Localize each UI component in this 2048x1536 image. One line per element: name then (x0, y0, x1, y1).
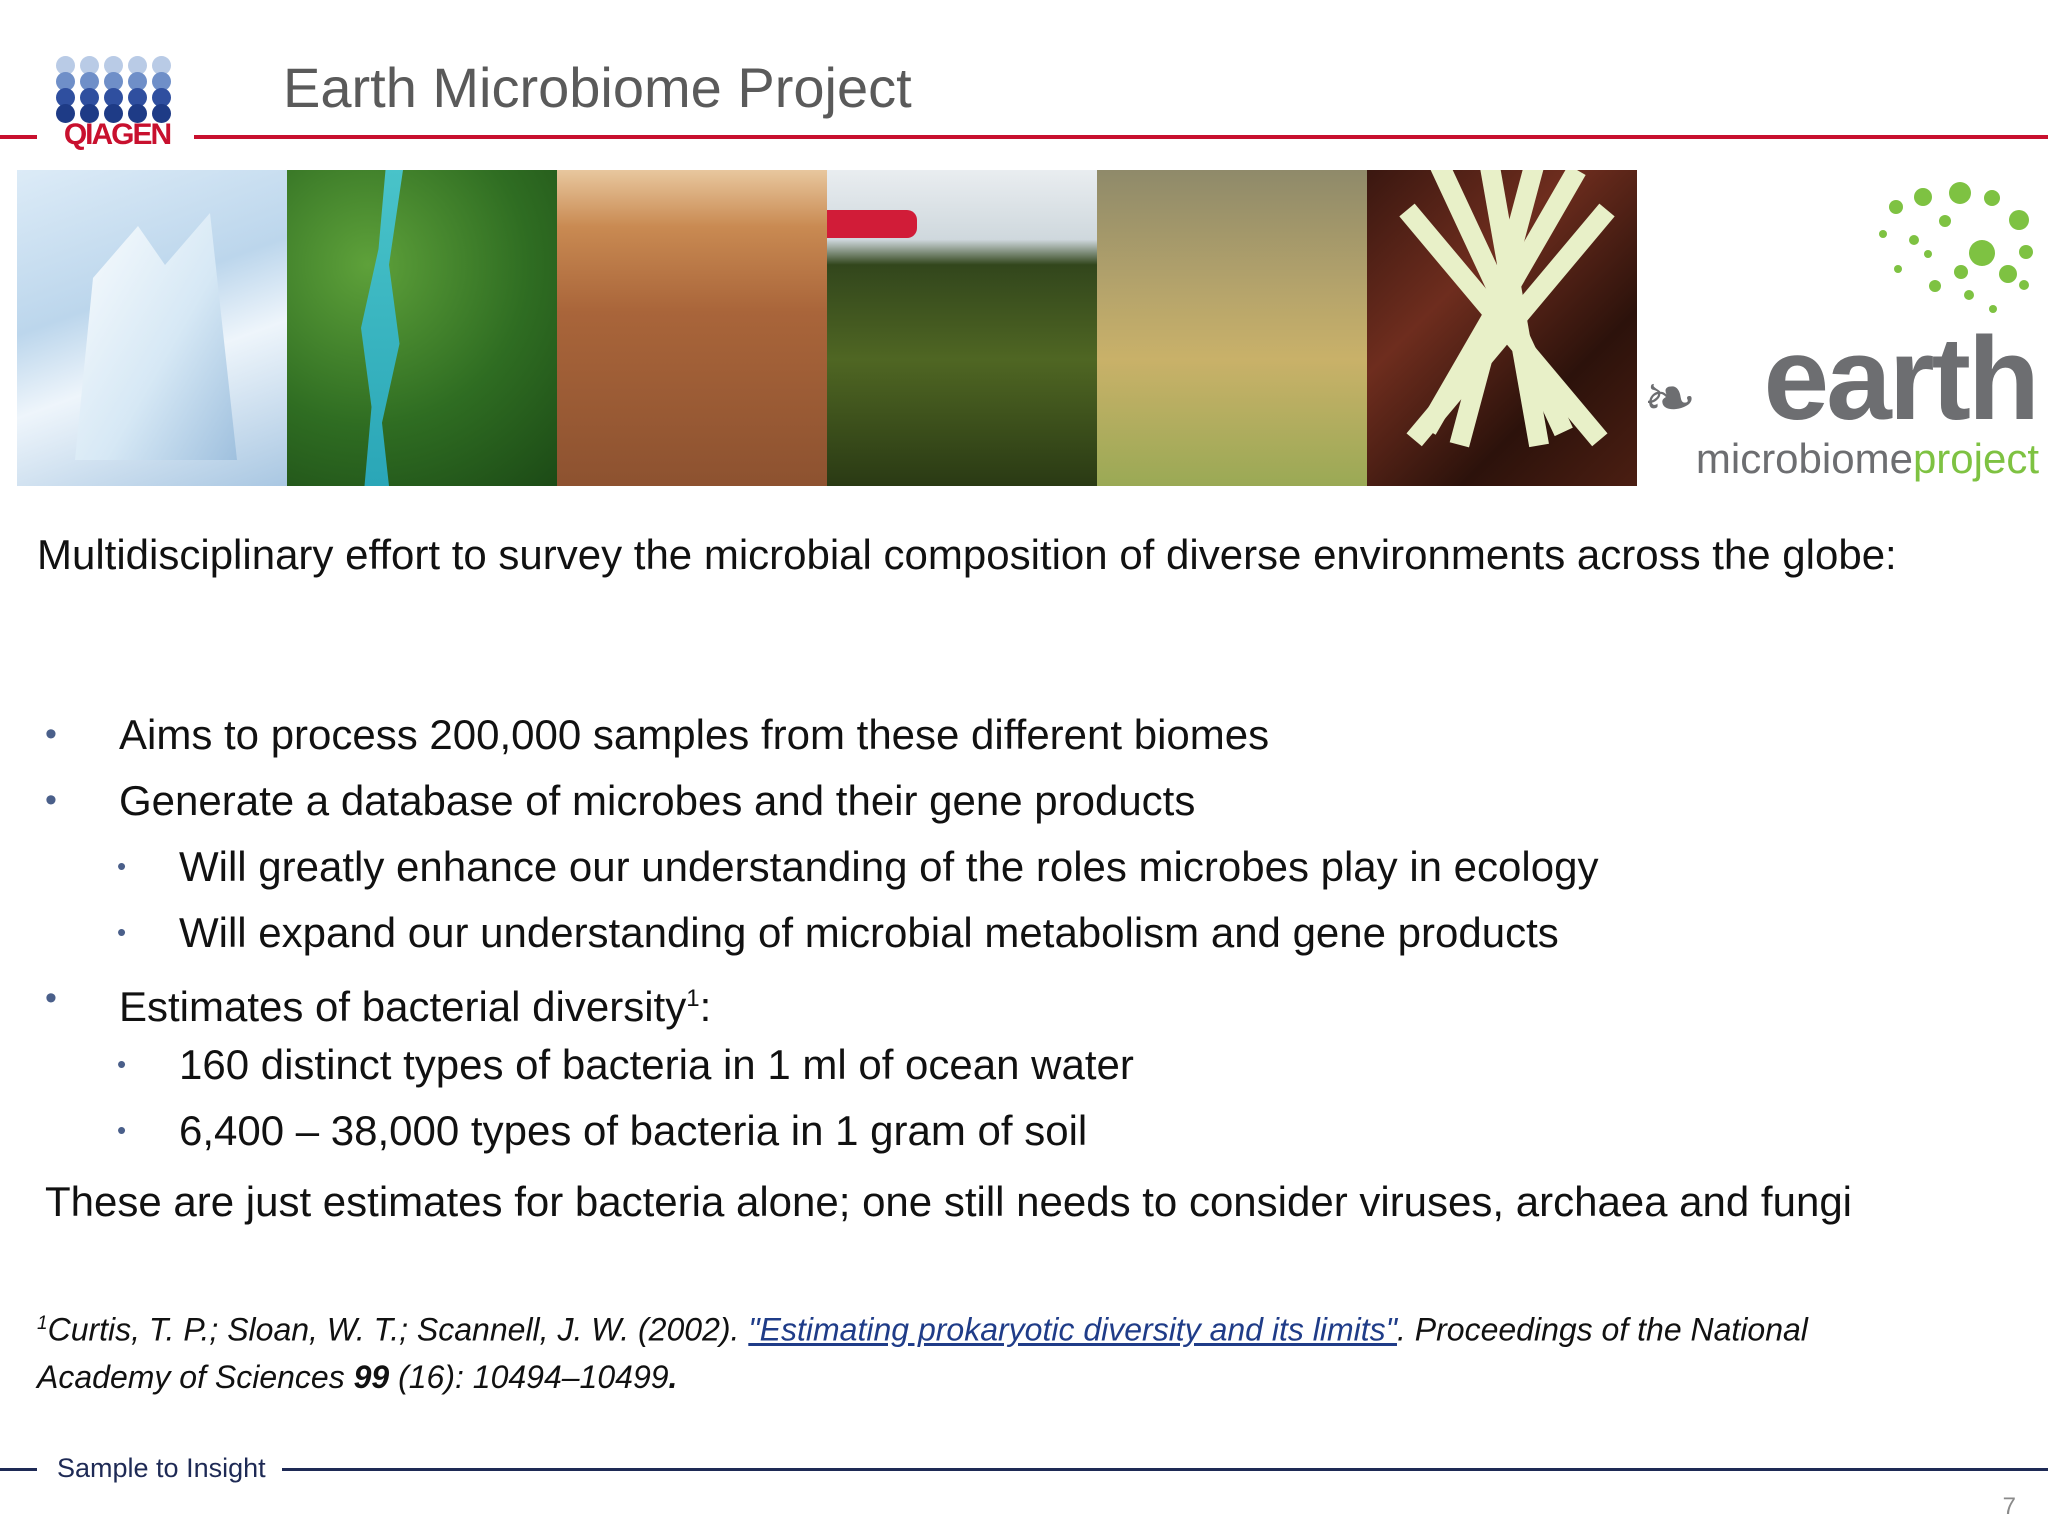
qiagen-logo (52, 54, 184, 154)
bullet-list (37, 710, 1937, 1172)
globe-dot (1879, 230, 1887, 238)
globe-dot (1889, 200, 1903, 214)
globe-dot (1924, 250, 1932, 258)
globe-dot (2009, 210, 2029, 230)
bullet-text: Estimates of bacterial diversity (119, 983, 687, 1030)
logo-word-microbiome: microbiome (1695, 435, 1913, 482)
globe-dot (1984, 190, 2000, 206)
footer-rule (282, 1468, 2048, 1471)
bullet-item (37, 776, 1937, 842)
globe-dot (1989, 305, 1997, 313)
bullet-text: Generate a database of microbes and their gene products (119, 777, 1196, 824)
logo-word-project: project (1912, 435, 2039, 482)
bullet-marker-icon: • (45, 979, 57, 1017)
reference-end: . (668, 1358, 678, 1395)
reference-authors: Curtis, T. P.; Sloan, W. T.; Scannell, J. W. (2002). (47, 1311, 749, 1348)
mineral-ground-photo (1097, 170, 1367, 486)
globe-dot (1929, 280, 1941, 292)
footnote-marker: 1 (686, 985, 700, 1012)
slide-title: Earth Microbiome Project (283, 56, 912, 119)
tube-worms-photo (1367, 170, 1637, 486)
footer-tagline: Sample to Insight (57, 1453, 266, 1483)
kelp-shore-photo (827, 170, 1097, 486)
sub-bullet-item (37, 1040, 1937, 1106)
sub-bullet-marker-icon: • (117, 1115, 127, 1145)
globe-dots-icon (1869, 170, 2039, 330)
sub-bullet-marker-icon: • (117, 917, 127, 947)
footer-rule-left (0, 1468, 37, 1471)
bullet-item (37, 710, 1937, 776)
biome-image-strip (17, 170, 2048, 486)
sub-bullet-item (37, 1106, 1937, 1172)
reference-volume: 99 (353, 1358, 390, 1395)
globe-dot (1954, 265, 1968, 279)
page-number: 7 (2002, 1493, 2016, 1520)
sub-bullet-item (37, 842, 1937, 908)
bullet-marker-icon: • (45, 781, 57, 819)
bullet-text: Will expand our understanding of microbial metabolism and gene products (179, 909, 1559, 956)
logo-word-microbiome-project (1695, 435, 2039, 482)
bullet-text: 6,400 – 38,000 types of bacteria in 1 gram of soil (179, 1107, 1088, 1154)
globe-dot (1909, 235, 1919, 245)
sub-bullet-marker-icon: • (117, 851, 127, 881)
reference-journal: . Proceedings of the National Academy of Sciences (37, 1311, 1808, 1395)
reference-link[interactable]: "Estimating prokaryotic diversity and its limits" (748, 1311, 1397, 1348)
dna-helix-icon: ❧ (1643, 362, 1697, 434)
globe-dot (2019, 245, 2033, 259)
closing-paragraph: These are just estimates for bacteria alone; one still needs to consider viruses, archaea and fungi (45, 1178, 1853, 1225)
header-rule (194, 135, 2048, 139)
bullet-suffix: : (699, 983, 712, 1030)
sub-bullet-item (37, 908, 1937, 974)
bullet-text: 160 distinct types of bacteria in 1 ml of ocean water (179, 1041, 1134, 1088)
globe-dot (1949, 182, 1971, 204)
bullet-text: Aims to process 200,000 samples from these different biomes (119, 711, 1270, 758)
bullet-item (37, 974, 1937, 1040)
rainforest-river-photo (287, 170, 557, 486)
header-rule-left (0, 135, 37, 139)
globe-dot (1969, 240, 1995, 266)
globe-dot (1914, 188, 1932, 206)
globe-dot (2019, 280, 2029, 290)
glacier-ice-photo (17, 170, 287, 486)
globe-dot (1894, 265, 1902, 273)
globe-dot (1999, 265, 2017, 283)
reference-marker: 1 (37, 1313, 48, 1334)
earth-microbiome-project-logo (1637, 170, 2048, 486)
globe-dot (1964, 290, 1974, 300)
sub-bullet-marker-icon: • (117, 1049, 127, 1079)
reference-pages: (16): 10494–10499 (389, 1358, 669, 1395)
logo-word-earth: earth (1763, 313, 2037, 445)
logo-wordmark: QIAGEN (63, 118, 171, 151)
bullet-text: Will greatly enhance our understanding of the roles microbes play in ecology (179, 843, 1599, 890)
bullet-marker-icon: • (45, 715, 57, 753)
reference-citation (37, 1300, 1897, 1401)
desert-soil-photo (557, 170, 827, 486)
intro-paragraph: Multidisciplinary effort to survey the microbial composition of diverse environments across the globe: (37, 531, 1897, 578)
globe-dot (1939, 215, 1951, 227)
